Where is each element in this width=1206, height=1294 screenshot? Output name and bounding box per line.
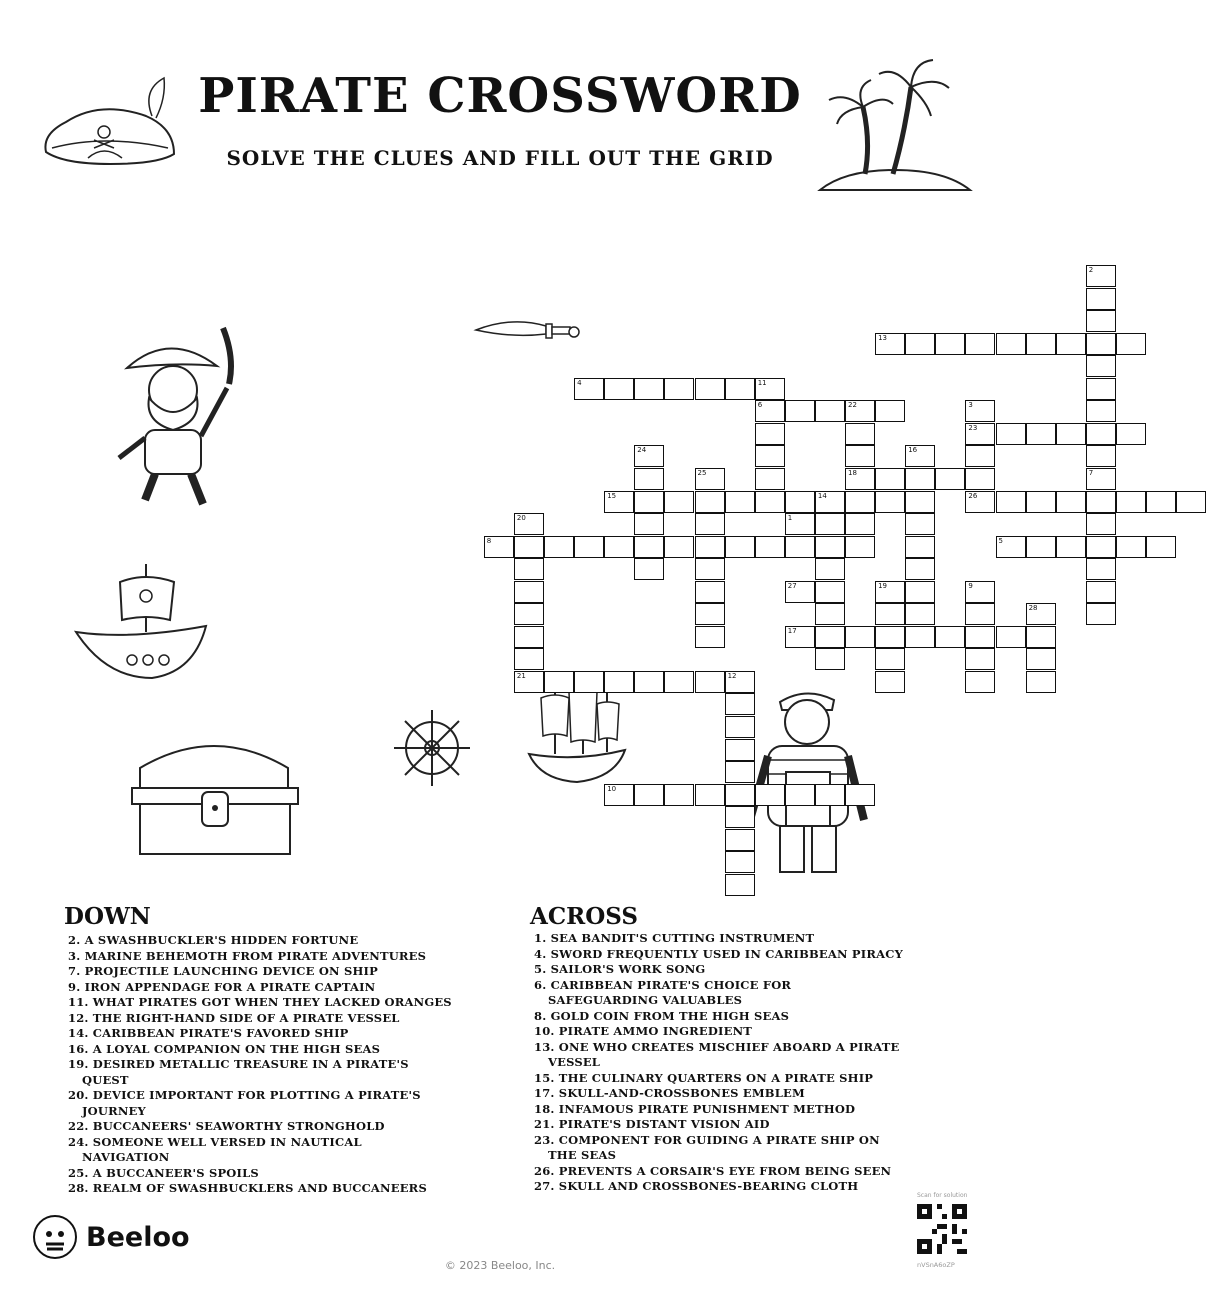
down-heading: DOWN [64,903,151,930]
crossword-cell[interactable] [1146,536,1176,558]
clue-number: 3 [968,401,973,410]
crossword-cell[interactable] [695,558,725,580]
crossword-cell[interactable] [604,536,634,558]
crossword-cell[interactable] [514,671,544,693]
crossword-cell[interactable] [1146,491,1176,513]
crossword-cell[interactable] [514,603,544,625]
across-clue: 17. SKULL-AND-CROSSBONES EMBLEM [534,1086,805,1100]
clue-number: 6 [757,401,763,410]
crossword-cell[interactable] [815,603,845,625]
crossword-cell[interactable] [1026,491,1056,513]
crossword-cell[interactable] [574,378,604,400]
clue-number: 2 [1088,266,1094,274]
clue-number: 20 [516,514,526,523]
clue-number: 9 [968,581,973,590]
crossword-cell[interactable] [695,491,725,513]
crossword-cell[interactable] [1026,648,1056,670]
crossword-cell[interactable] [755,445,785,467]
crossword-cell[interactable] [815,536,845,558]
crossword-cell[interactable] [875,581,905,603]
down-clue: 19. DESIRED METALLIC TREASURE IN A PIRATE'S QUEST [68,1057,409,1087]
across-clue: 26. PREVENTS A CORSAIR'S EYE FROM BEING SEEN [534,1163,892,1178]
crossword-cell[interactable] [664,671,694,693]
copyright: © 2023 Beeloo, Inc. [444,1259,556,1272]
crossword-cell[interactable] [815,626,845,648]
across-heading: ACROSS [530,903,639,930]
crossword-cell[interactable] [755,491,785,513]
crossword-cell[interactable] [965,671,995,693]
crossword-cell[interactable] [815,400,845,422]
crossword-cell[interactable] [634,445,664,467]
crossword-cell[interactable] [875,603,905,625]
crossword-cell[interactable] [1086,265,1116,287]
crossword-cell[interactable] [574,536,604,558]
crossword-cell[interactable] [785,581,815,603]
down-clue: 7. PROJECTILE LAUNCHING DEVICE ON SHIP [68,964,378,978]
down-clue: 22. BUCCANEERS' SEAWORTHY STRONGHOLD [68,1119,385,1133]
clue-number: 14 [817,491,827,500]
crossword-cell[interactable] [634,536,664,558]
crossword-cell[interactable] [544,536,574,558]
down-clue: 11. WHAT PIRATES GOT WHEN THEY LACKED ORANGES [68,995,452,1009]
crossword-cell[interactable] [815,784,845,806]
crossword-cell[interactable] [1026,671,1056,693]
crossword-cell[interactable] [875,626,905,648]
crossword-cell[interactable] [1056,536,1086,558]
clue-number: 21 [516,671,526,680]
down-clue: 9. IRON APPENDAGE FOR A PIRATE CAPTAIN [68,979,376,994]
crossword-cell[interactable] [725,739,755,761]
crossword-cell[interactable] [965,626,995,648]
crossword-cell[interactable] [996,423,1026,445]
down-clue: 14. CARIBBEAN PIRATE'S FAVORED SHIP [68,1026,349,1040]
crossword-cell[interactable] [845,513,875,535]
crossword-cell[interactable] [965,648,995,670]
crossword-cell[interactable] [845,468,875,490]
crossword-cell[interactable] [634,468,664,490]
crossword-cell[interactable] [514,536,544,558]
crossword-cell[interactable] [875,333,905,355]
crossword-cell[interactable] [905,445,935,467]
crossword-cell[interactable] [845,784,875,806]
crossword-cell[interactable] [1086,558,1116,580]
crossword-cell[interactable] [815,491,845,513]
crossword-cell[interactable] [965,423,995,445]
crossword-cell[interactable] [785,513,815,535]
across-clue: 4. SWORD FREQUENTLY USED IN CARIBBEAN PIRACY [534,946,904,961]
crossword-cell[interactable] [755,536,785,558]
clue-number: 28 [1028,604,1038,613]
crossword-cell[interactable] [755,400,785,422]
crossword-cell[interactable] [695,513,725,535]
crossword-cell[interactable] [634,784,664,806]
crossword-cell[interactable] [725,806,755,828]
clue-number: 5 [998,536,1003,545]
crossword-cell[interactable] [845,423,875,445]
crossword-cell[interactable] [965,333,995,355]
crossword-cell[interactable] [875,491,905,513]
crossword-cell[interactable] [1086,445,1116,467]
crossword-cell[interactable] [604,671,634,693]
down-clue: 12. THE RIGHT-HAND SIDE OF A PIRATE VESSEL [68,1010,400,1025]
crossword-cell[interactable] [755,468,785,490]
clue-number: 1 [787,514,793,523]
crossword-cell[interactable] [965,468,995,490]
crossword-cell[interactable] [725,491,755,513]
crossword-cell[interactable] [935,468,965,490]
crossword-cell[interactable] [785,400,815,422]
qr-code-icon [917,1203,967,1255]
across-clue-list [534,931,904,1195]
crossword-cell[interactable] [725,874,755,896]
crossword-cell[interactable] [1086,400,1116,422]
crossword-cell[interactable] [785,491,815,513]
crossword-cell[interactable] [875,468,905,490]
crossword-cell[interactable] [1116,491,1146,513]
crossword-cell[interactable] [905,333,935,355]
clue-number: 23 [968,423,978,432]
crossword-cell[interactable] [1086,468,1116,490]
across-clue: 21. PIRATE'S DISTANT VISION AID [534,1117,770,1131]
crossword-cell[interactable] [695,626,725,648]
down-clue: 20. DEVICE IMPORTANT FOR PLOTTING A PIRATE'S JOURNEY [68,1088,421,1118]
across-clue: 5. SAILOR'S WORK SONG [534,962,706,976]
crossword-cell[interactable] [965,491,995,513]
crossword-cell[interactable] [1026,423,1056,445]
crossword-cell[interactable] [695,671,725,693]
logo-text: Beeloo [86,1221,190,1253]
crossword-cell[interactable] [935,333,965,355]
crossword-cell[interactable] [725,716,755,738]
clue-number: 8 [486,536,492,545]
crossword-cell[interactable] [755,784,785,806]
crossword-cell[interactable] [664,491,694,513]
crossword-cell[interactable] [996,491,1026,513]
crossword-cell[interactable] [604,378,634,400]
across-clue: 6. CARIBBEAN PIRATE'S CHOICE FOR SAFEGUARDING VALUABLES [534,977,792,1007]
bee-icon [32,1214,78,1260]
across-clue: 8. GOLD COIN FROM THE HIGH SEAS [534,1008,790,1023]
crossword-cell[interactable] [875,400,905,422]
down-clue: 25. A BUCCANEER'S SPOILS [68,1165,259,1180]
crossword-cell[interactable] [1116,423,1146,445]
crossword-cell[interactable] [1086,536,1116,558]
crossword-cell[interactable] [755,423,785,445]
down-clue: 3. MARINE BEHEMOTH FROM PIRATE ADVENTURES [68,948,427,963]
across-clue: 10. PIRATE AMMO INGREDIENT [534,1024,753,1038]
crossword-cell[interactable] [965,445,995,467]
crossword-cell[interactable] [845,626,875,648]
clue-number: 11 [757,378,767,387]
across-clue: 18. INFAMOUS PIRATE PUNISHMENT METHOD [534,1101,856,1116]
crossword-cell[interactable] [1026,333,1056,355]
crossword-cell[interactable] [905,558,935,580]
crossword-cell[interactable] [1056,491,1086,513]
down-clue: 28. REALM OF SWASHBUCKLERS AND BUCCANEERS [68,1181,427,1195]
crossword-cell[interactable] [905,626,935,648]
crossword-cell[interactable] [514,581,544,603]
crossword-cell[interactable] [664,536,694,558]
crossword-cell[interactable] [996,333,1026,355]
crossword-cell[interactable] [484,536,514,558]
crossword-cell[interactable] [905,536,935,558]
crossword-cell[interactable] [725,536,755,558]
crossword-cell[interactable] [845,491,875,513]
crossword-cell[interactable] [695,603,725,625]
crossword-cell[interactable] [1086,310,1116,332]
crossword-cell[interactable] [815,581,845,603]
crossword-cell[interactable] [1026,626,1056,648]
crossword-cell[interactable] [634,513,664,535]
crossword-cell[interactable] [785,626,815,648]
clue-number: 24 [637,446,647,455]
crossword-cell[interactable] [815,513,845,535]
clue-number: 19 [878,581,888,590]
crossword-cell[interactable] [725,851,755,873]
crossword-cell[interactable] [875,648,905,670]
puzzle-code: nVSnA6oZP [917,1261,955,1269]
crossword-cell[interactable] [1086,423,1116,445]
crossword-cell[interactable] [965,400,995,422]
crossword-cell[interactable] [634,558,664,580]
clue-number: 22 [848,401,857,410]
across-clue: 27. SKULL AND CROSSBONES-BEARING CLOTH [534,1179,859,1193]
down-clue: 2. A SWASHBUCKLER'S HIDDEN FORTUNE [68,933,359,947]
crossword-cell[interactable] [996,626,1026,648]
crossword-cell[interactable] [725,693,755,715]
crossword-cell[interactable] [725,671,755,693]
crossword-cell[interactable] [815,558,845,580]
clue-number: 18 [848,468,857,477]
crossword-cell[interactable] [725,761,755,783]
crossword-cell[interactable] [845,400,875,422]
crossword-cell[interactable] [514,558,544,580]
clue-number: 27 [787,581,797,590]
crossword-cell[interactable] [755,378,785,400]
clue-number: 25 [697,468,707,477]
crossword-cell[interactable] [604,784,634,806]
crossword-cell[interactable] [695,378,725,400]
crossword-cell[interactable] [965,603,995,625]
crossword-cell[interactable] [1176,491,1206,513]
crossword-cell[interactable] [1086,581,1116,603]
across-clue: 23. COMPONENT FOR GUIDING A PIRATE SHIP ON THE SEAS [534,1132,880,1162]
crossword-cell[interactable] [725,784,755,806]
crossword-cell[interactable] [845,445,875,467]
crossword-cell[interactable] [905,491,935,513]
page-subtitle: SOLVE THE CLUES AND FILL OUT THE GRID [226,146,774,170]
crossword-cell[interactable] [544,671,574,693]
crossword-cell[interactable] [514,648,544,670]
crossword-cell[interactable] [574,671,604,693]
crossword-cell[interactable] [785,536,815,558]
clue-number: 15 [607,491,617,500]
clue-number: 17 [787,626,797,635]
down-clue-list [68,933,453,1197]
crossword-cell[interactable] [875,671,905,693]
clue-number: 12 [727,671,737,680]
crossword-cell[interactable] [1086,491,1116,513]
crossword-cell[interactable] [1116,536,1146,558]
across-clue: 15. THE CULINARY QUARTERS ON A PIRATE SHIP [534,1070,874,1085]
crossword-cell[interactable] [1116,333,1146,355]
clue-number: 13 [878,333,888,342]
clue-number: 16 [908,446,918,455]
across-clue: 1. SEA BANDIT'S CUTTING INSTRUMENT [534,931,815,945]
crossword-cell[interactable] [935,626,965,648]
crossword-cell[interactable] [905,581,935,603]
crossword-cell[interactable] [634,378,664,400]
crossword-cell[interactable] [785,784,815,806]
crossword-cell[interactable] [725,378,755,400]
crossword-cell[interactable] [695,468,725,490]
crossword-cell[interactable] [664,784,694,806]
beeloo-logo [32,1214,190,1260]
crossword-cell[interactable] [725,829,755,851]
crossword-cell[interactable] [664,378,694,400]
crossword-cell[interactable] [695,784,725,806]
crossword-cell[interactable] [634,671,664,693]
crossword-cell[interactable] [905,513,935,535]
crossword-cell[interactable] [634,491,664,513]
across-clue: 13. ONE WHO CREATES MISCHIEF ABOARD A PIRATE VESSEL [534,1039,900,1069]
crossword-cell[interactable] [996,536,1026,558]
crossword-cell[interactable] [695,581,725,603]
crossword-cell[interactable] [514,626,544,648]
crossword-cell[interactable] [1086,378,1116,400]
page-title: PIRATE CROSSWORD [198,68,802,124]
crossword-cell[interactable] [514,513,544,535]
crossword-cell[interactable] [1086,288,1116,310]
crossword-cell[interactable] [1086,603,1116,625]
crossword-cell[interactable] [845,536,875,558]
clue-number: 26 [968,491,978,500]
crossword-cell[interactable] [905,468,935,490]
crossword-cell[interactable] [1086,333,1116,355]
crossword-cell[interactable] [1056,423,1086,445]
crossword-cell[interactable] [1086,355,1116,377]
crossword-cell[interactable] [1086,513,1116,535]
clue-number: 7 [1088,468,1094,477]
crossword-cell[interactable] [1026,603,1056,625]
clue-number: 4 [577,378,582,387]
crossword-cell[interactable] [905,603,935,625]
crossword-cell[interactable] [965,581,995,603]
crossword-cell[interactable] [815,648,845,670]
clue-number: 10 [607,784,617,793]
scan-label: Scan for solution [917,1192,968,1199]
crossword-cell[interactable] [1026,536,1056,558]
down-clue: 16. A LOYAL COMPANION ON THE HIGH SEAS [68,1041,381,1056]
crossword-cell[interactable] [695,536,725,558]
down-clue: 24. SOMEONE WELL VERSED IN NAUTICAL NAVIGATION [68,1134,362,1164]
crossword-cell[interactable] [604,491,634,513]
crossword-cell[interactable] [1056,333,1086,355]
